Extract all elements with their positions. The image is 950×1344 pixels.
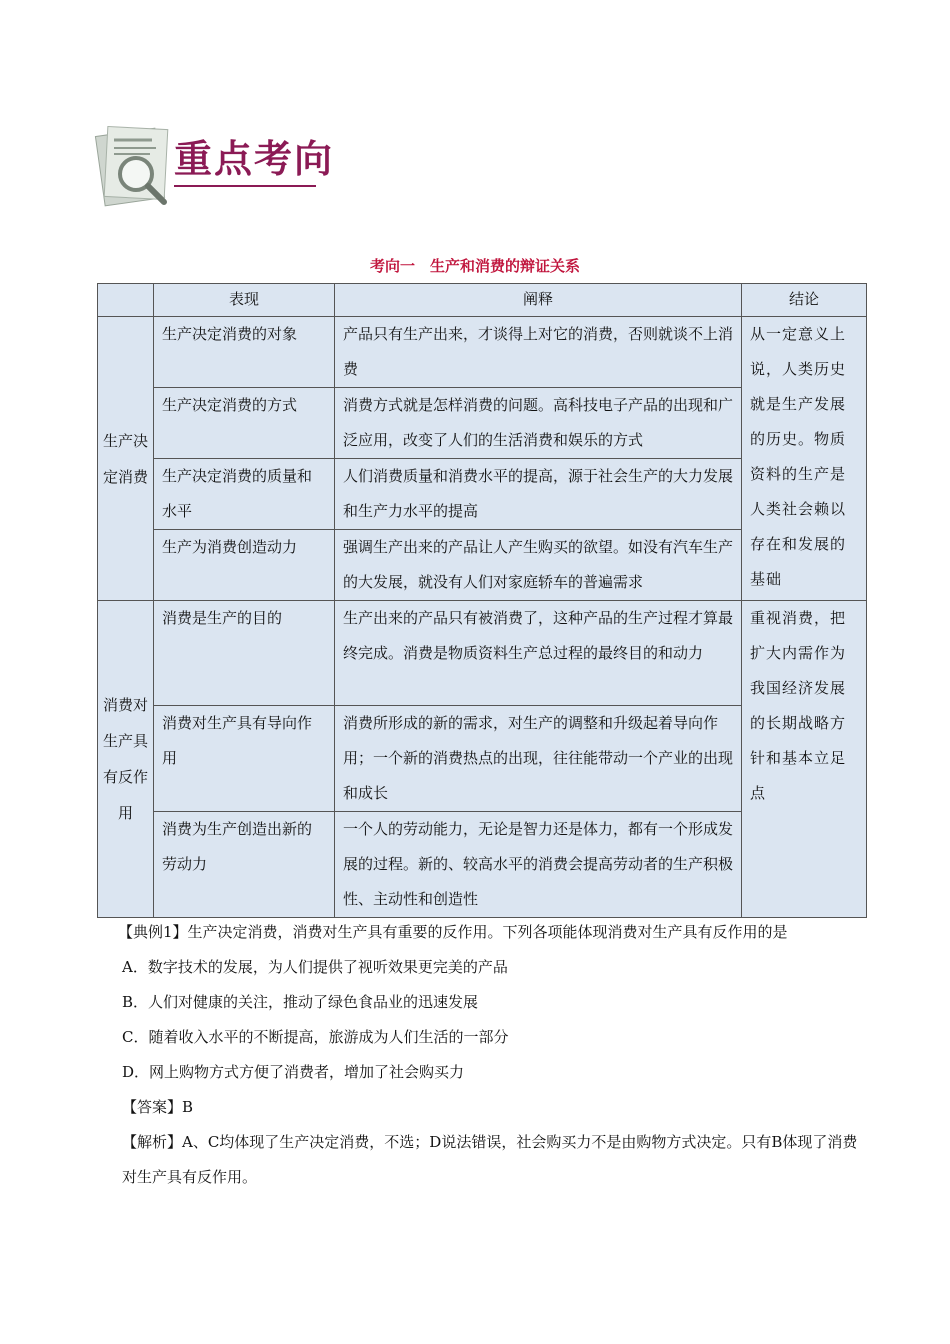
explain-cell: 消费所形成的新的需求，对生产的调整和升级起着导向作用；一个新的消费热点的出现，往往能带动一个产业的出现和成长	[335, 706, 742, 812]
example-question: 【典例1】生产决定消费，消费对生产具有重要的反作用。下列各项能体现消费对生产具有反作用的是	[118, 923, 788, 941]
manifest-cell: 生产为消费创造动力	[154, 530, 335, 601]
conclusion-cell: 重视消费，把扩大内需作为我国经济发展的长期战略方针和基本立足点	[742, 601, 867, 918]
column-header: 结论	[742, 284, 867, 317]
example-block	[90, 915, 870, 1195]
group-head: 生产决定消费	[98, 317, 154, 601]
explain-cell: 一个人的劳动能力，无论是智力还是体力，都有一个形成发展的过程。新的、较高水平的消费会提高劳动者的生产积极性、主动性和创造性	[335, 812, 742, 918]
option-a: A．数字技术的发展，为人们提供了视听效果更完美的产品	[122, 958, 508, 976]
explain-cell: 人们消费质量和消费水平的提高，源于社会生产的大力发展和生产力水平的提高	[335, 459, 742, 530]
analysis: 【解析】A、C均体现了生产决定消费，不选；D说法错误，社会购买力不是由购物方式决定。只有B体现了消费对生产具有反作用。	[122, 1133, 858, 1186]
manifest-cell: 消费对生产具有导向作用	[154, 706, 335, 812]
manifest-cell: 生产决定消费的质量和水平	[154, 459, 335, 530]
column-header: 表现	[154, 284, 335, 317]
conclusion-cell: 从一定意义上说，人类历史就是生产发展的历史。物质资料的生产是人类社会赖以存在和发展的基础	[742, 317, 867, 601]
option-d: D．网上购物方式方便了消费者，增加了社会购买力	[122, 1063, 465, 1081]
answer: 【答案】B	[122, 1098, 194, 1116]
explain-cell: 产品只有生产出来，才谈得上对它的消费，否则就谈不上消费	[335, 317, 742, 388]
option-c: C．随着收入水平的不断提高，旅游成为人们生活的一部分	[122, 1028, 509, 1046]
option-b: B．人们对健康的关注，推动了绿色食品业的迅速发展	[122, 993, 479, 1011]
explain-cell: 生产出来的产品只有被消费了，这种产品的生产过程才算最终完成。消费是物质资料生产总过程的最终目的和动力	[335, 601, 742, 706]
manifest-cell: 消费为生产创造出新的劳动力	[154, 812, 335, 918]
section-title: 考向一 生产和消费的辩证关系	[369, 257, 580, 275]
column-header	[98, 284, 154, 317]
header-title: 重点考向	[174, 137, 335, 181]
table-row	[98, 601, 867, 706]
relation-table	[97, 283, 867, 918]
explain-cell: 消费方式就是怎样消费的问题。高科技电子产品的出现和广泛应用，改变了人们的生活消费和娱乐的方式	[335, 388, 742, 459]
group-head: 消费对生产具有反作用	[98, 601, 154, 918]
explain-cell: 强调生产出来的产品让人产生购买的欲望。如没有汽车生产的大发展，就没有人们对家庭轿车的普遍需求	[335, 530, 742, 601]
manifest-cell: 生产决定消费的方式	[154, 388, 335, 459]
header-underline	[174, 185, 316, 187]
manifest-cell: 消费是生产的目的	[154, 601, 335, 706]
manifest-cell: 生产决定消费的对象	[154, 317, 335, 388]
table-row	[98, 317, 867, 388]
table-header-row	[98, 284, 867, 317]
column-header: 阐释	[335, 284, 742, 317]
